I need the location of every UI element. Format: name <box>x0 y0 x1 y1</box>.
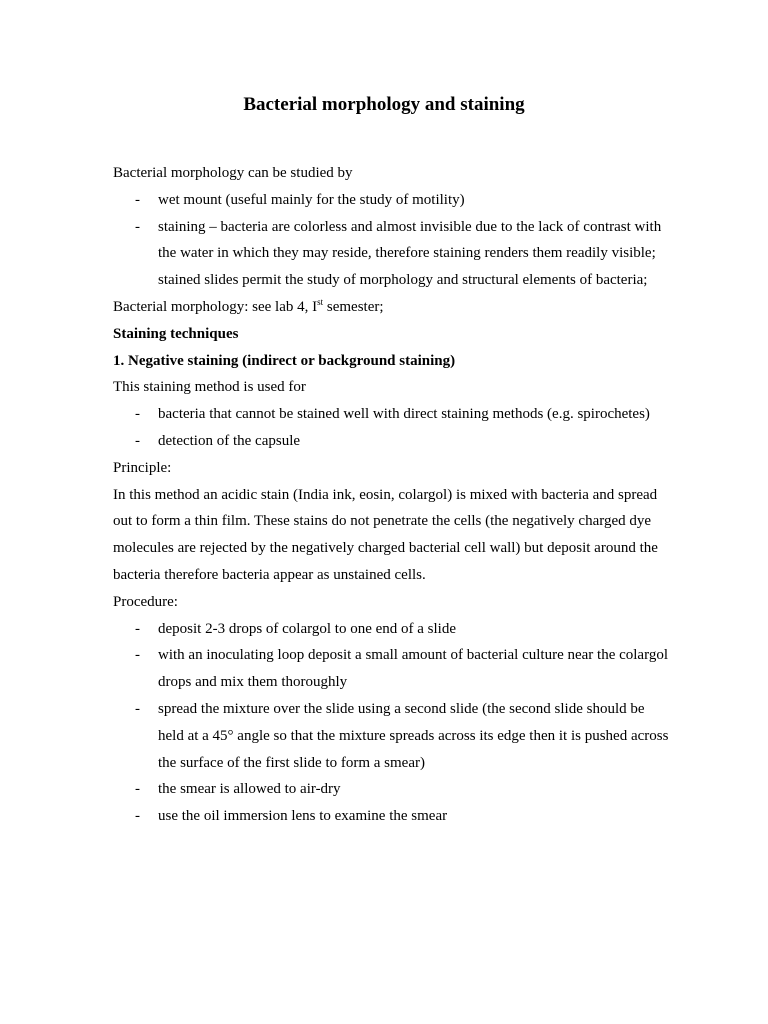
principle-label: Principle: <box>113 459 172 476</box>
used-for-intro: This staining method is used for <box>113 379 306 396</box>
dash-bullet: - <box>135 406 140 423</box>
morphology-reference <box>113 294 673 321</box>
list-item-text: the smear is allowed to air-dry <box>158 781 341 798</box>
dash-bullet: - <box>135 191 140 208</box>
dash-bullet: - <box>135 620 140 637</box>
list-item <box>113 616 673 643</box>
procedure-list <box>113 616 673 830</box>
list-item <box>113 642 673 696</box>
dash-bullet: - <box>135 808 140 825</box>
subsection-heading: 1. Negative staining (indirect or background staining) <box>113 352 456 369</box>
list-item-text: bacteria that cannot be stained well with direct staining methods (e.g. spirochetes) <box>158 406 650 423</box>
dash-bullet: - <box>135 647 140 664</box>
dash-bullet: - <box>135 700 140 717</box>
list-item <box>113 187 673 214</box>
list-item <box>113 776 673 803</box>
list-item <box>113 803 673 830</box>
list-item-text: deposit 2-3 drops of colargol to one end of a slide <box>158 620 456 637</box>
section-heading: Staining techniques <box>113 325 239 342</box>
study-methods-list <box>113 187 673 294</box>
list-item-text: staining – bacteria are colorless and almost invisible due to the lack of contrast with the water in which they may reside, therefore staining renders them readily visible; stained slides permit the study of morphology and structural elements of bacteria; <box>158 218 662 289</box>
list-item <box>113 428 673 455</box>
list-item <box>113 696 673 776</box>
procedure-label: Procedure: <box>113 593 178 610</box>
used-for-list <box>113 401 673 455</box>
document-body <box>113 160 673 830</box>
list-item-text: use the oil immersion lens to examine the smear <box>158 808 448 825</box>
dash-bullet: - <box>135 218 140 235</box>
list-item-text: spread the mixture over the slide using a second slide (the second slide should be held at a 45° angle so that the mixture spreads across its edge then it is pushed across the surface of the first slide to form a smear) <box>158 700 669 771</box>
list-item-text: wet mount (useful mainly for the study of motility) <box>158 191 465 208</box>
list-item-text: detection of the capsule <box>158 432 301 449</box>
ordinal-suffix: st <box>317 296 324 307</box>
document-title: Bacterial morphology and staining <box>243 94 525 115</box>
morphology-reference-text: Bacterial morphology: see lab 4, I <box>113 298 318 315</box>
morphology-reference-tail: semester; <box>323 298 384 315</box>
intro-paragraph: Bacterial morphology can be studied by <box>113 165 353 181</box>
list-item <box>113 214 673 294</box>
dash-bullet: - <box>135 781 140 798</box>
list-item <box>113 401 673 428</box>
list-item-text: with an inoculating loop deposit a small amount of bacterial culture near the colargol drops and mix them thoroughly <box>158 647 668 691</box>
principle-paragraph: In this method an acidic stain (India ink, eosin, colargol) is mixed with bacteria and spread out to form a thin film. These stains do not penetrate the cells (the negatively charged dye molecules are rejected by the negatively charged bacterial cell wall) but deposit around the bacteria therefore bacteria appear as unstained cells. <box>113 486 658 583</box>
dash-bullet: - <box>135 432 140 449</box>
